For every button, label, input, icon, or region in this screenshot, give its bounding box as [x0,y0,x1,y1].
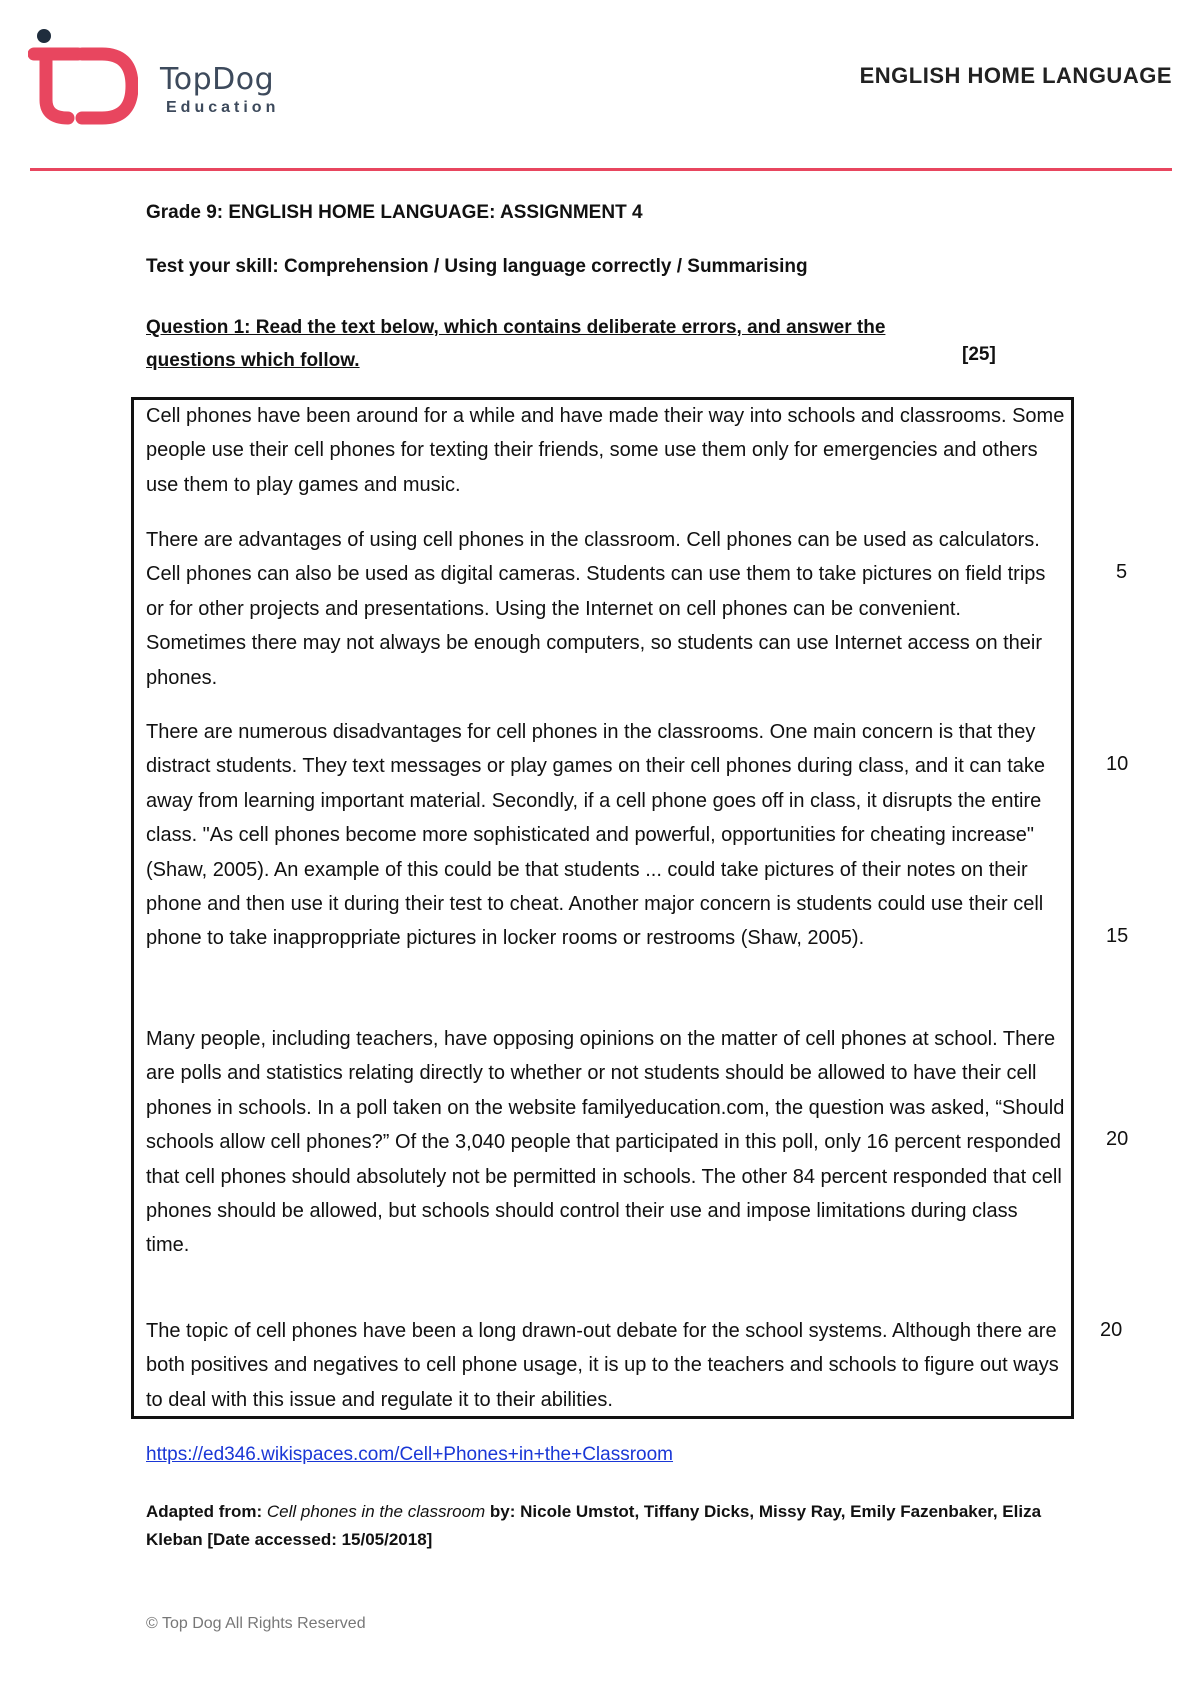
question-marks: [25] [962,344,996,365]
header-divider [30,168,1172,171]
passage-paragraph-3: There are numerous disadvantages for cell phones in the classrooms. One main concern is that they distract students. They text messages or play games on their cell phones during class, and it can take away from learning important material. Secondly, if a cell phone goes off in class, it disrupts the entire class. "As cell phones become more sophisticated and powerful, opportunities for cheating increase" (Shaw, 2005). An example of this could be that students ... could take pictures of their notes on their phone and then use it during their test to cheat. Another major concern is students could use their cell phone to take inapproppriate pictures in locker rooms or restrooms (Shaw, 2005). [146,721,1045,950]
passage-paragraph-4: Many people, including teachers, have opposing opinions on the matter of cell phones at school. There are polls and statistics relating directly to whether or not students should be allowed to have their cell phones in schools. In a poll taken on the website familyeducation.com, the question was asked, “Should schools allow cell phones?” Of the 3,040 people that participated in this poll, only 16 percent responded that cell phones should absolutely not be permitted in schools. The other 84 percent responded that cell phones should be allowed, but schools should control their use and impose limitations during class time. [146,1028,1065,1257]
test-line: Test your skill: Comprehension / Using language correctly / Summarising [146,256,808,277]
question-line1: Question 1: Read the text below, which contains deliberate errors, and answer the [146,317,886,338]
copyright-footer: © Top Dog All Rights Reserved [146,1615,366,1632]
adapted-rest: by: Nicole Umstot, Tiffany Dicks, Missy Ray, Emily Fazenbaker, Eliza Kleban [Date accessed: 15/05/2018] [146,1502,1042,1549]
line-number: 20 [1106,1128,1129,1150]
page-title: Grade 9: ENGLISH HOME LANGUAGE: ASSIGNMENT 4 [146,202,643,223]
logo-text [160,62,279,117]
logo-sub: Education [166,99,280,116]
passage-paragraph-5: The topic of cell phones have been a long drawn-out debate for the school systems. Although there are both positives and negatives to cell phone usage, it is up to the teachers and schools to figure out ways to deal with this issue and regulate it to their abilities. [146,1320,1059,1411]
adapted-title: Cell phones in the classroom [266,1502,486,1521]
line-number: 10 [1106,753,1129,775]
source-citation [146,1498,1086,1554]
question-heading [146,311,1006,377]
subject-header: ENGLISH HOME LANGUAGE [859,63,1172,88]
passage-paragraph-1: Cell phones have been around for a while and have made their way into schools and classrooms. Some people use their cell phones for texting their friends, some use them only for emergencies and others use them to play games and music. [146,405,1065,496]
passage-paragraph-2: There are advantages of using cell phones in the classroom. Cell phones can be used as calculators. Cell phones can also be used as digital cameras. Students can use them to take pictures on field trips or for other projects and presentations. Using the Internet on cell phones can be convenient. Sometimes there may not always be enough computers, so students can use Internet access on their phones. [146,529,1046,689]
line-number: 5 [1116,561,1128,583]
line-number: 20 [1100,1319,1123,1341]
adapted-label: Adapted from: [146,1502,263,1521]
logo-brand: TopDog [160,62,275,97]
topdog-logo-icon [28,28,138,128]
source-link[interactable]: https://ed346.wikispaces.com/Cell+Phones+in+the+Classroom [146,1444,674,1465]
question-line2: questions which follow. [146,350,360,371]
line-number: 15 [1106,925,1129,947]
